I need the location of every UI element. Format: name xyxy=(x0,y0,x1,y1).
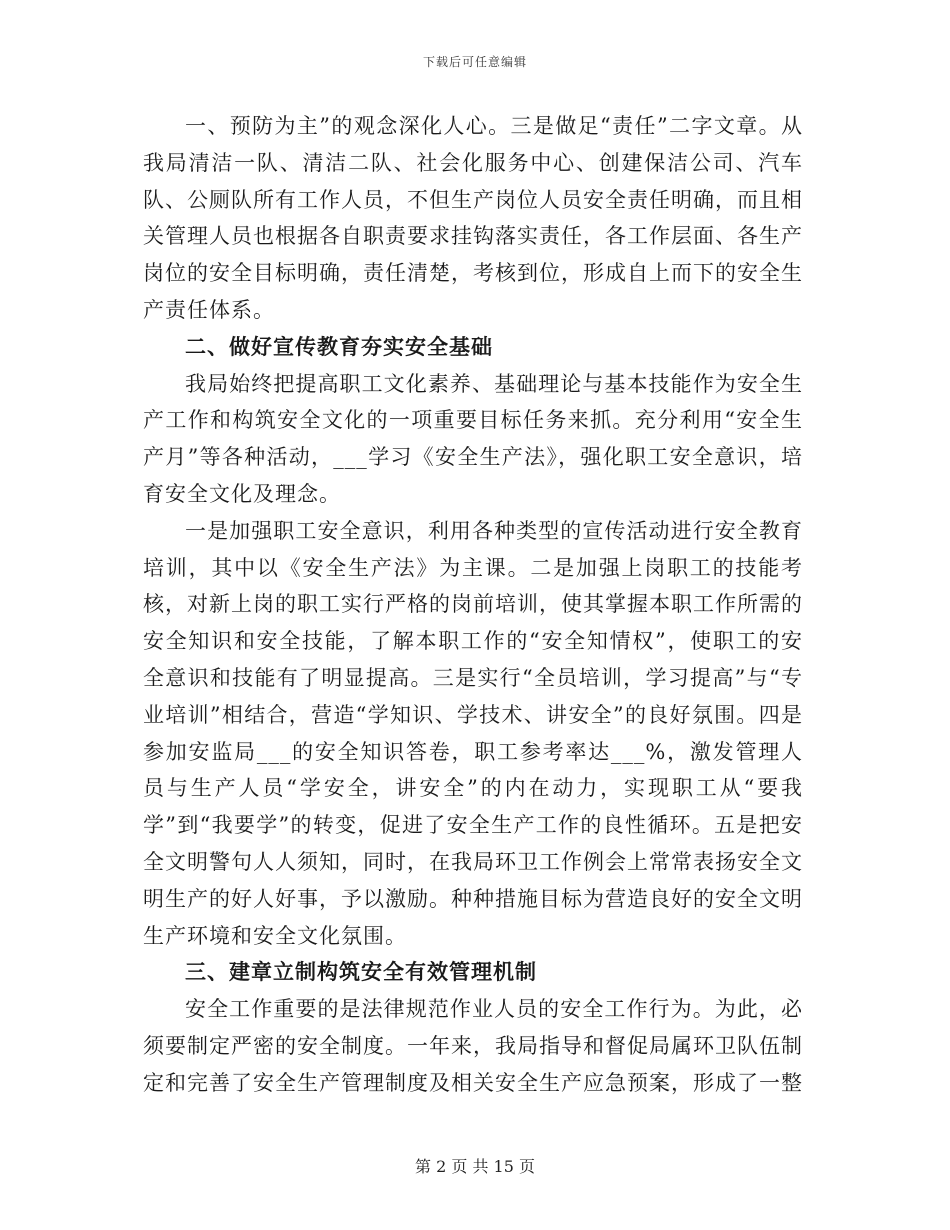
section-heading-2: 二、做好宣传教育夯实安全基础 xyxy=(185,333,493,359)
paragraph-2: 我局始终把提高职工文化素养、基础理论与基本技能作为安全生产工作和构筑安全文化的一项重要目标任务来抓。充分利用“安全生产月”等各种活动，___学习《安全生产法》，强化职工安全意识，培育安全文化及理念。 xyxy=(143,371,803,506)
paragraph-3: 一是加强职工安全意识，利用各种类型的宣传活动进行安全教育培训，其中以《安全生产法》为主课。二是加强上岗职工的技能考核，对新上岗的职工实行严格的岗前培训，使其掌握本职工作所需的安全知识和安全技能，了解本职工作的“安全知情权”，使职工的安全意识和技能有了明显提高。三是实行“全员培训，学习提高”与“专业培训”相结合，营造“学知识、学技术、讲安全”的良好氛围。四是参加安监局___的安全知识答卷，职工参考率达___%，激发管理人员与生产人员“学安全，讲安全”的内在动力，实现职工从“要我学”到“我要学”的转变，促进了安全生产工作的良性循环。五是把安全文明警句人人须知，同时，在我局环卫工作例会上常常表扬安全文明生产的好人好事，予以激励。种种措施目标为营造良好的安全文明生产环境和安全文化氛围。 xyxy=(143,518,803,948)
paragraph-1: 一、预防为主”的观念深化人心。三是做足“责任”二字文章。从我局清洁一队、清洁二队、社会化服务中心、创建保洁公司、汽车队、公厕队所有工作人员，不但生产岗位人员安全责任明确，而且相关管理人员也根据各自职责要求挂钩落实责任，各工作层面、各生产岗位的安全目标明确，责任清楚，考核到位，形成自上而下的安全生产责任体系。 xyxy=(143,114,803,322)
page-footer: 第 2 页 共 15 页 xyxy=(415,1157,535,1176)
paragraph-4: 安全工作重要的是法律规范作业人员的安全工作行为。为此，必须要制定严密的安全制度。一年来，我局指导和督促局属环卫队伍制定和完善了安全生产管理制度及相关安全生产应急预案，形成了一整 xyxy=(143,997,803,1095)
page-header: 下载后可任意编辑 xyxy=(422,55,527,69)
document-body xyxy=(143,108,803,1102)
section-heading-3: 三、建章立制构筑安全有效管理机制 xyxy=(185,959,537,985)
